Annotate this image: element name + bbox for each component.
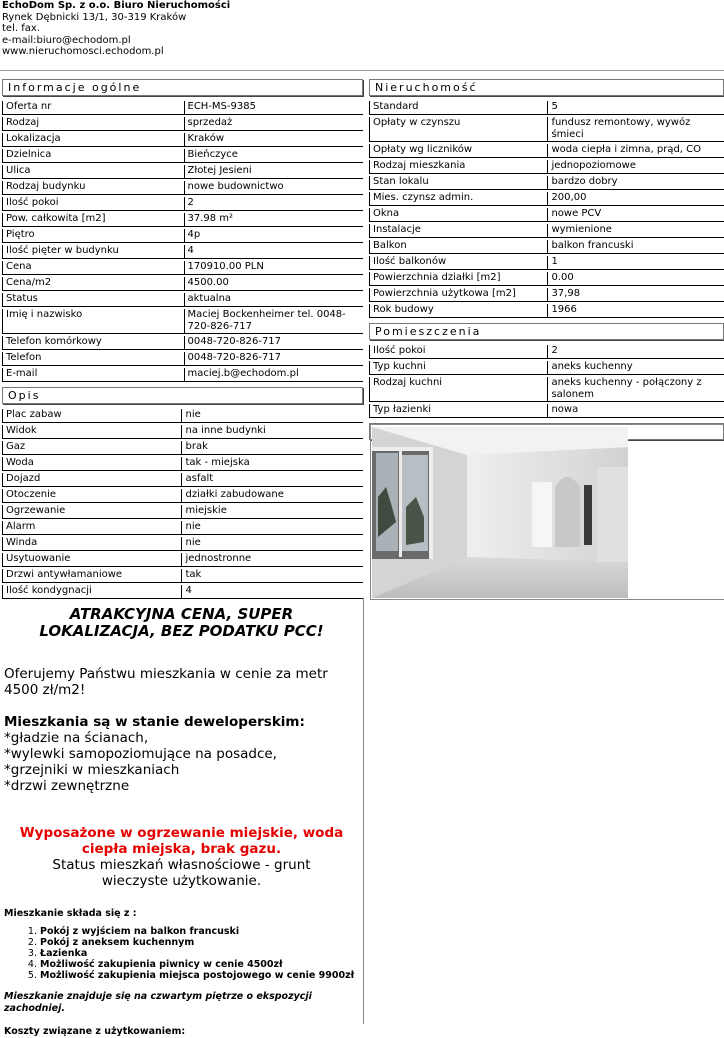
table-row <box>369 377 724 402</box>
company-website: www.nieruchomosci.echodom.pl <box>2 46 164 57</box>
table-row <box>369 240 724 254</box>
field-value: nowe budownictwo <box>184 181 364 195</box>
opis-table <box>2 407 363 601</box>
field-value: 200,00 <box>547 192 724 206</box>
rooms-table <box>369 343 724 420</box>
field-label: Stan lokalu <box>369 176 547 190</box>
field-value: bardzo dobry <box>547 176 724 190</box>
field-label: Pow. całkowita [m2] <box>2 213 184 227</box>
list-item: *drzwi zewnętrzne <box>4 778 130 794</box>
field-value: 0048-720-826-717 <box>184 352 364 366</box>
field-value: aneks kuchenny - połączony z salonem <box>547 377 724 402</box>
field-value: 0048-720-826-717 <box>184 336 364 350</box>
field-label: Instalacje <box>369 224 547 238</box>
table-row <box>2 261 363 275</box>
field-value: 170910.00 PLN <box>184 261 364 275</box>
field-value: Kraków <box>184 133 364 147</box>
table-row <box>369 208 724 222</box>
field-value: 2 <box>547 345 724 359</box>
field-label: Rok budowy <box>369 304 547 318</box>
field-value: 1966 <box>547 304 724 318</box>
field-label: Rodzaj <box>2 117 184 131</box>
section-rooms-title: Pomieszczenia <box>369 323 724 340</box>
field-label: Ilość pięter w budynku <box>2 245 184 259</box>
list-item <box>40 959 359 970</box>
table-row <box>369 160 724 174</box>
field-value: Bieńczyce <box>184 149 364 163</box>
costs-title: Koszty związane z użytkowaniem: <box>4 1026 186 1037</box>
field-label: Usytuowanie <box>2 553 181 567</box>
field-label: Okna <box>369 208 547 222</box>
table-row <box>369 272 724 286</box>
table-row <box>369 288 724 302</box>
field-label: Typ kuchni <box>369 361 547 375</box>
field-value: 2 <box>184 197 364 211</box>
field-value: 5 <box>547 101 724 115</box>
table-row <box>2 425 363 439</box>
table-row <box>2 309 363 334</box>
floor-note: Mieszkanie znajduje się na czwartym piętrze o ekspozycji zachodniej. <box>4 991 312 1014</box>
field-value: Maciej Bockenheimer tel. 0048-720-826-717 <box>184 309 364 334</box>
agency-header <box>2 0 230 58</box>
field-value: nie <box>181 409 363 423</box>
field-value: tak - miejska <box>181 457 363 471</box>
list-item: *wylewki samopoziomujące na posadce, <box>4 746 277 762</box>
field-label: Cena/m2 <box>2 277 184 291</box>
list-item-text: Pokój z wyjściem na balkon francuski <box>40 926 240 937</box>
list-item-text: Łazienka <box>40 948 88 959</box>
field-label: Alarm <box>2 521 181 535</box>
field-label: Oferta nr <box>2 101 184 115</box>
field-value: nie <box>181 537 363 551</box>
field-label: Rodzaj mieszkania <box>369 160 547 174</box>
field-value: nowe PCV <box>547 208 724 222</box>
table-row <box>369 404 724 418</box>
table-row <box>2 537 363 551</box>
table-row <box>2 553 363 567</box>
company-email: e-mail:biuro@echodom.pl <box>2 34 131 46</box>
table-row <box>2 293 363 307</box>
table-row <box>2 505 363 519</box>
table-row <box>369 117 724 142</box>
field-value: sprzedaż <box>184 117 364 131</box>
field-value: 4 <box>184 245 364 259</box>
section-general-title: Informacje ogólne <box>2 79 363 96</box>
list-item-text: Pokój z aneksem kuchennym <box>40 937 195 948</box>
list-item: *gładzie na ścianach, <box>4 730 149 746</box>
property-table <box>369 99 724 320</box>
table-row <box>2 181 363 195</box>
field-value: 0.00 <box>547 272 724 286</box>
company-phone: tel. fax. <box>2 23 40 34</box>
field-value: wymienione <box>547 224 724 238</box>
developer-state-title: Mieszkania są w stanie deweloperskim: <box>4 714 305 730</box>
table-row <box>2 149 363 163</box>
table-row <box>2 473 363 487</box>
field-value: balkon francuski <box>547 240 724 254</box>
table-row <box>2 101 363 115</box>
table-row <box>369 224 724 238</box>
field-label: Piętro <box>2 229 184 243</box>
field-value: 4 <box>181 585 363 599</box>
list-item <box>40 948 359 959</box>
field-value: Złotej Jesieni <box>184 165 364 179</box>
list-item-text: Możliwość zakupienia miejsca postojowego w cenie 9900zł <box>40 970 355 981</box>
field-label: Otoczenie <box>2 489 181 503</box>
right-column <box>369 79 724 440</box>
field-value: na inne budynki <box>181 425 363 439</box>
table-row <box>2 229 363 243</box>
list-item <box>40 970 359 981</box>
description-panel <box>0 598 364 1037</box>
table-row <box>2 117 363 131</box>
consists-list <box>4 926 359 981</box>
field-label: Plac zabaw <box>2 409 181 423</box>
table-row <box>369 192 724 206</box>
field-value: woda ciepła i zimna, prąd, CO <box>547 144 724 158</box>
heating-note-text: Wyposażone w ogrzewanie miejskie, woda ciepła miejska, brak gazu <box>19 825 344 857</box>
field-value: fundusz remontowy, wywóz śmieci <box>547 117 724 142</box>
table-row <box>369 176 724 190</box>
field-label: Ulica <box>2 165 184 179</box>
section-property-title: Nieruchomość <box>369 79 724 96</box>
field-label: Powierzchnia działki [m2] <box>369 272 547 286</box>
table-row <box>2 213 363 227</box>
field-label: Powierzchnia użytkowa [m2] <box>369 288 547 302</box>
field-label: Ilość pokoi <box>2 197 184 211</box>
field-label: Widok <box>2 425 181 439</box>
field-label: Imię i nazwisko <box>2 309 184 334</box>
consists-title: Mieszkanie składa się z : <box>4 908 137 919</box>
field-value: 4500.00 <box>184 277 364 291</box>
field-value: 37.98 m² <box>184 213 364 227</box>
heating-note-dot: . <box>275 841 282 857</box>
table-row <box>2 409 363 423</box>
field-label: Lokalizacja <box>2 133 184 147</box>
table-row <box>2 569 363 583</box>
table-row <box>2 277 363 291</box>
field-label: Dzielnica <box>2 149 184 163</box>
field-label: Rodzaj kuchni <box>369 377 547 402</box>
field-value: tak <box>181 569 363 583</box>
table-row <box>2 457 363 471</box>
field-label: Mies. czynsz admin. <box>369 192 547 206</box>
table-row <box>2 585 363 599</box>
offer-text: Oferujemy Państwu mieszkania w cenie za metr 4500 zł/m2! <box>4 666 328 698</box>
field-value: 4p <box>184 229 364 243</box>
field-label: Woda <box>2 457 181 471</box>
field-value: jednostronne <box>181 553 363 567</box>
field-label: Ilość balkonów <box>369 256 547 270</box>
table-row <box>369 361 724 375</box>
table-row <box>2 245 363 259</box>
table-row <box>2 133 363 147</box>
field-label: Typ łazienki <box>369 404 547 418</box>
field-label: Dojazd <box>2 473 181 487</box>
table-row <box>369 304 724 318</box>
field-label: Rodzaj budynku <box>2 181 184 195</box>
field-value: aktualna <box>184 293 364 307</box>
field-label: Telefon komórkowy <box>2 336 184 350</box>
table-row <box>369 101 724 115</box>
field-label: Gaz <box>2 441 181 455</box>
field-value[interactable]: maciej.b@echodom.pl <box>184 368 364 382</box>
field-label: Ogrzewanie <box>2 505 181 519</box>
field-value: nowa <box>547 404 724 418</box>
field-value: 1 <box>547 256 724 270</box>
table-row <box>369 256 724 270</box>
field-label: Status <box>2 293 184 307</box>
field-value: działki zabudowane <box>181 489 363 503</box>
table-row <box>369 345 724 359</box>
left-column <box>2 79 363 601</box>
list-item-text: Możliwość zakupienia piwnicy w cenie 4500zł <box>40 959 283 970</box>
table-row <box>2 352 363 366</box>
field-label: Opłaty wg liczników <box>369 144 547 158</box>
field-value: miejskie <box>181 505 363 519</box>
ownership-status: Status mieszkań własnościowe - grunt wieczyste użytkowanie. <box>52 857 311 889</box>
field-value: jednopoziomowe <box>547 160 724 174</box>
field-label: Opłaty w czynszu <box>369 117 547 142</box>
company-address: Rynek Dębnicki 13/1, 30-319 Kraków <box>2 11 187 23</box>
field-value: nie <box>181 521 363 535</box>
field-label: E-mail <box>2 368 184 382</box>
table-row <box>2 336 363 350</box>
field-label: Drzwi antywłamaniowe <box>2 569 181 583</box>
promo-headline: ATRAKCYJNA CENA, SUPER LOKALIZACJA, BEZ PODATKU PCC! <box>39 605 324 640</box>
field-label: Standard <box>369 101 547 115</box>
list-item <box>40 926 359 937</box>
apartment-photo[interactable] <box>372 427 628 598</box>
field-label: Balkon <box>369 240 547 254</box>
photo-image <box>372 427 628 598</box>
field-label: Cena <box>2 261 184 275</box>
field-label: Telefon <box>2 352 184 366</box>
company-name: EchoDom Sp. z o.o. Biuro Nieruchomości <box>2 0 231 11</box>
table-row <box>2 165 363 179</box>
field-label: Winda <box>2 537 181 551</box>
field-value: ECH-MS-9385 <box>184 101 364 115</box>
table-row <box>2 489 363 503</box>
section-opis-title: Opis <box>2 387 363 404</box>
table-row <box>2 521 363 535</box>
table-row <box>2 441 363 455</box>
list-item: *grzejniki w mieszkaniach <box>4 762 180 778</box>
list-item <box>40 937 359 948</box>
table-row <box>2 197 363 211</box>
table-row <box>369 144 724 158</box>
field-label: Ilość pokoi <box>369 345 547 359</box>
field-value: brak <box>181 441 363 455</box>
field-label: Ilość kondygnacji <box>2 585 181 599</box>
header-divider <box>0 70 724 71</box>
developer-state-list <box>4 730 359 794</box>
heating-note <box>4 825 359 857</box>
field-value: 37,98 <box>547 288 724 302</box>
field-value: aneks kuchenny <box>547 361 724 375</box>
table-row <box>2 368 363 382</box>
general-info-table <box>2 99 363 384</box>
field-value: asfalt <box>181 473 363 487</box>
